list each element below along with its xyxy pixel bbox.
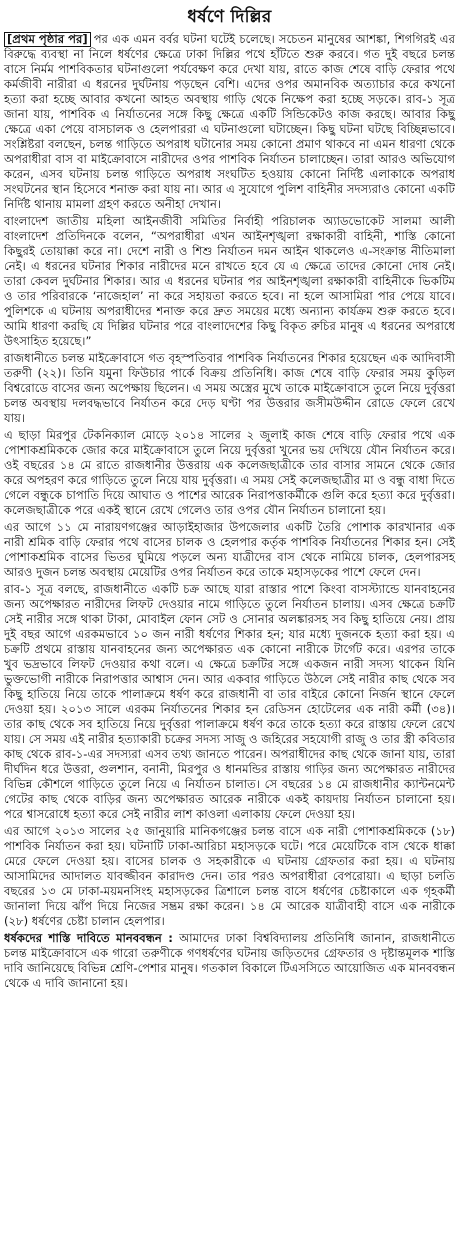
article-paragraph: বাংলাদেশ জাতীয় মহিলা আইনজীবী সমিতির নির্বাহী পরিচালক অ্যাডভোকেট সালমা আলী বাংলাদেশ প্রতিদিনকে বলেন, “অপরাধীরা এখন আইনশৃঙ্খলা রক্ষাকারী বাহিনী, শাস্তি কোনো কিছুরই তোয়াক্কা করে না। দেশে নারী ও শিশু নির্যাতন দমন আইন থাকলেও এ-সংক্রান্ত নীতিমালা নেই। এ ধরনের ঘটনার শিকার নারীদের মনে রাখতে হবে যে এ ক্ষেত্রে তাদের কোনো দোষ নেই। তারা কেবল দুর্ঘটনার শিকার। আর এ ধরনের ঘটনার পর আইনশৃঙ্খলা রক্ষাকারী বাহিনীকে ভিকটিম ও তার পরিবারকে ‘নাজেহাল’ না করে সহায়তা করতে হবে। না হলে আসামিরা পার পেয়ে যাবে। পুলিশকে এ ঘটনায় অপরাধীদের শনাক্ত করে দ্রুত সময়ের মধ্যে অন্যান্য কার্যক্রম শুরু করতে হবে। আমি ধারণা করছি যে দিল্লির ঘটনার পরে বাংলাদেশের কিছু বিকৃত রুচির মানুষ এ ধরনের অপরাধে উৎসাহিত হয়েছে।” — [4, 214, 455, 348]
article-paragraph: এ ছাড়া মিরপুর টেকনিক্যাল মোড়ে ২০১৪ সালের ২ জুলাই কাজ শেষে বাড়ি ফেরার পথে এক পোশাকশ্রমিককে জোর করে মাইক্রোবাসে তুলে নিয়ে দুর্বৃত্তরা খুনের ভয় দেখিয়ে যৌন নির্যাতন করে। ওই বছরের ১৪ মে রাতে রাজধানীর উত্তরায় এক কলেজছাত্রীকে তার বাসার সামনে থেকে জোর করে অপহরণ করে গাড়িতে তুলে নিয়ে যায় দুর্বৃত্তরা। এ সময় সেই কলেজছাত্রীর মা ও বন্ধু বাধা দিতে গেলে বন্ধুকে চাপাতি দিয়ে আঘাত ও পাশের আরেক নিরাপত্তাকর্মীকে গুলি করে হত্যা করে দুর্বৃত্তরা। কলেজছাত্রীকে পরে একই স্থানে রেখে গেলেও তার ওপর যৌন নির্যাতন চালানো হয়। — [4, 428, 455, 517]
subhead-label: ধর্ষকদের শাস্তি দাবিতে মানববন্ধন : — [4, 931, 173, 945]
article-paragraph — [4, 32, 455, 212]
article-paragraph: রাব-১ সূত্র বলছে, রাজধানীতে একটি চক্র আছে যারা রাস্তার পাশে কিংবা বাসস্ট্যান্ডে যানবাহনের জন্য অপেক্ষারত নারীদের লিফট দেওয়ার নামে গাড়িতে তুলে নির্যাতন চালায়। এসব ক্ষেত্রে চক্রটি সেই নারীর সঙ্গে থাকা টাকা, মোবাইল ফোন সেট ও সোনার অলঙ্কারসহ সব কিছু হাতিয়ে নেয়। প্রায় দুই বছর আগে এরকমভাবে ১০ জন নারী ধর্ষণের শিকার হন; যার মধ্যে দুজনকে হত্যা করা হয়। এ চক্রটি প্রথমে রাস্তায় যানবাহনের জন্য অপেক্ষারত এক কোনো নারীকে টার্গেট করে। এরপর তাকে খুব ভদ্রভাবে লিফট দেওয়ার কথা বলে। এ ক্ষেত্রে চক্রটির সঙ্গে একজন নারী সদস্য থাকেন যিনি ভুক্তভোগী নারীকে নিরাপত্তার আশ্বাস দেন। আর একবার গাড়িতে উঠলে সেই নারীর কাছ থেকে সব কিছু হাতিয়ে নিয়ে তাকে পালাক্রমে ধর্ষণ করে রাজধানী বা তার বাইরে কোনো নির্জন স্থানে ফেলে দেওয়া হয়। ২০১৩ সালে এরকম নির্যাতনের শিকার হন রেডিসন হোটেলের এক নারী কর্মী (৩৪)। তার কাছ থেকে সব হাতিয়ে নিয়ে দুর্বৃত্তরা পালাক্রমে ধর্ষণ করে তাকে হত্যা করে রাস্তায় ফেলে রেখে যায়। সে সময় এই নারীর হত্যাকারী চক্রের সদস্য সাজু ও জহিরের সহযোগী রাজু ও তার স্ত্রী কবিতার কাছ থেকে রাব-১-এর সদস্যরা এসব তথ্য জানতে পারেন। অপরাধীদের কাছ থেকে জানা যায়, তারা দীর্ঘদিন ধরে উত্তরা, গুলশান, বনানী, মিরপুর ও ধানমন্ডির রাস্তায় গাড়ির জন্য অপেক্ষারত নারীদের বিভিন্ন কৌশলে গাড়িতে তুলে নিয়ে এ নির্যাতন চালাত। সে বছরের ১৪ মে রাজধানীর ক্যান্টনমেন্ট গেটের কাছ থেকে বাড়ির জন্য অপেক্ষারত আরেক নারীকে একই কায়দায় নির্যাতন চালানো হয়। পরে শ্বাসরোধে হত্যা করে সেই নারীর লাশ কাওলা এলাকায় ফেলে দেওয়া হয়। — [4, 582, 455, 821]
article-paragraph: এর আগে ২০১৩ সালের ২৫ জানুয়ারি মানিকগঞ্জের চলন্ত বাসে এক নারী পোশাকশ্রমিককে (১৮) পাশবিক নির্যাতন করা হয়। ঘটনাটি ঢাকা-আরিচা মহাসড়কে ঘটে। পরে মেয়েটিকে বাস থেকে ধাক্কা মেরে ফেলে দেওয়া হয়। বাসের চালক ও সহকারীকে এ ঘটনায় গ্রেফতার করা হয়। এ ঘটনায় আসামিদের আদালত যাবজ্জীবন কারাদণ্ড দেন। তার পরও অপরাধীরা বেপরোয়া। এ ছাড়া চলতি বছরের ১৩ মে ঢাকা-ময়মনসিংহ মহাসড়কের ত্রিশালে চলন্ত বাসে ধর্ষণের চেষ্টাকালে এক গৃহকর্মী জানালা দিয়ে ঝাঁপ দিয়ে নিজের সম্ভ্রম রক্ষা করেন। ১৪ মে আরেক যাত্রীবাহী বাসে এক নারীকে (২৮) ধর্ষণের চেষ্টা চালান হেলপার। — [4, 824, 455, 928]
continuation-label: [প্রথম পৃষ্ঠার পর] — [4, 32, 91, 47]
paragraph-text: আমাদের ঢাকা বিশ্ববিদ্যালয় প্রতিনিধি জানান, রাজধানীতে চলন্ত মাইক্রোবাসে এক গারো তরুণীকে গণধর্ষণের ঘটনায় জড়িতদের গ্রেফতার ও দৃষ্টান্তমূলক শাস্তি দাবি জানিয়েছে বিভিন্ন শ্রেণি-পেশার মানুষ। গতকাল বিকালে টিএসসিতে আয়োজিত এক মানববন্ধন থেকে এ দাবি জানানো হয়। — [4, 931, 456, 990]
article-headline: ধর্ষণে দিল্লির — [187, 7, 272, 27]
article-paragraph: রাজধানীতে চলন্ত মাইক্রোবাসে গত বৃহস্পতিবার পাশবিক নির্যাতনের শিকার হয়েছেন এক আদিবাসী তরুণী (২২)। তিনি যমুনা ফিউচার পার্কে বিক্রয় প্রতিনিধি। কাজ শেষে বাড়ি ফেরার সময় কুড়িল বিশ্বরোডে বাসের জন্য অপেক্ষায় ছিলেন। এ সময় অস্ত্রের মুখে তাকে মাইক্রোবাসে তুলে নিয়ে দুর্বৃত্তরা চলন্ত অবস্থায় দলবদ্ধভাবে নির্যাতন করে দেড় ঘণ্টা পর উত্তরার জসীমউদ্দীন রোডে ফেলে রেখে যায়। — [4, 351, 455, 425]
article-paragraph: এর আগে ১১ মে নারায়ণগঞ্জের আড়াইহাজার উপজেলার একটি তৈরি পোশাক কারখানার এক নারী শ্রমিক বাড়ি ফেরার পথে বাসের চালক ও হেলপার কর্তৃক পাশবিক নির্যাতনের শিকার হন। সেই পোশাকশ্রমিক বাসের ভিতর ঘুমিয়ে পড়লে অন্য যাত্রীদের বাস থেকে নামিয়ে চালক, হেলপারসহ আরও দুজন চলন্ত অবস্থায় মেয়েটির ওপর নির্যাতন করে তাকে মহাসড়কের পাশে ফেলে দেন। — [4, 520, 455, 579]
article-paragraph-final — [4, 931, 455, 991]
article-body — [4, 32, 455, 991]
paragraph-text: পর এক এমন বর্বর ঘটনা ঘটেই চলেছে। সচেতন মানুষের আশঙ্কা, শিগগিরই এর বিরুদ্ধে ব্যবস্থা না নিলে ধর্ষণের ক্ষেত্রে ঢাকা দিল্লির পথে হাঁটতে শুরু করবে। গত দুই বছরে চলন্ত বাসে নির্মম পাশবিকতার ঘটনাগুলো পর্যবেক্ষণ করে দেখা যায়, রাতে কাজ শেষে বাড়ি ফেরার পথে কর্মজীবী নারীরা এ ধরনের দুর্ঘটনায় পড়ছেন বেশি। এদের ওপর অমানবিক অত্যাচার করে কখনো হত্যা করা হচ্ছে আবার কখনো আহত অবস্থায় গাড়ি থেকে নিক্ষেপ করা হচ্ছে সড়কে। রাব-১ সূত্র জানা যায়, পাশবিক এ নির্যাতনের সঙ্গে কিছু ক্ষেত্রে একটি সিন্ডিকেটও কাজ করছে। আবার কিছু ক্ষেত্রে একা পেয়ে বাসচালক ও হেলপাররা এ ঘটনাগুলো ঘটাচ্ছেন। কিছু ঘটনা ঘটছে বিচ্ছিন্নভাবে। সংশ্লিষ্টরা বলছেন, চলন্ত গাড়িতে অপরাধ ঘটানোর সময় কোনো প্রমাণ থাকবে না এমন ধারণা থেকে অপরাধীরা বাস বা মাইক্রোবাসে নারীদের ওপর পাশবিক নির্যাতন চালাচ্ছেন। তারা আরও অভিযোগ করেন, এসব ঘটনায় চলন্ত গাড়িতে অপরাধ সংঘটিত হওয়ায় কোনো নির্দিষ্ট এলাকাকে অপরাধ সংঘটনের স্থান হিসেবে শনাক্ত করা যায় না। আর এ সুযোগে পুলিশ বাহিনীর সদস্যরাও কোনো একটি নির্দিষ্ট থানায় মামলা গ্রহণ করতে অনীহা দেখান। — [4, 32, 455, 211]
